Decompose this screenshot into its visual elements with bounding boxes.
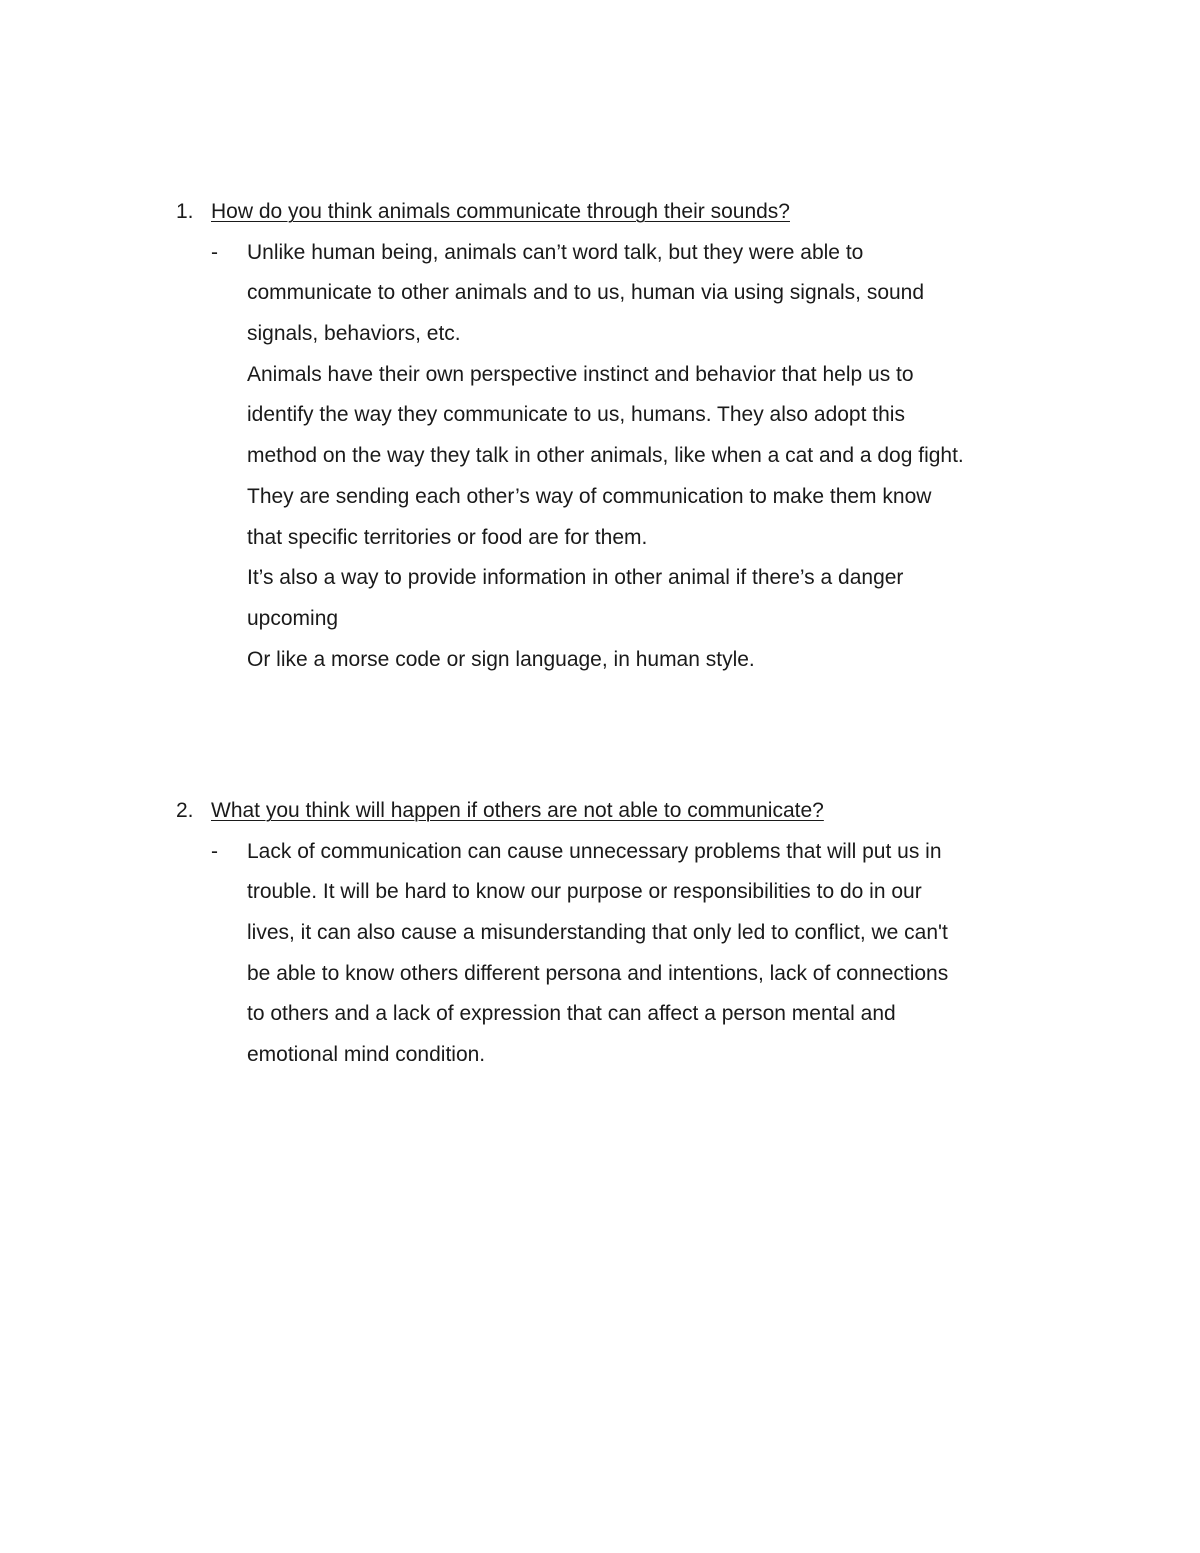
answer-line: that specific territories or food are for them. xyxy=(247,525,648,549)
answer-line: to others and a lack of expression that can affect a person mental and xyxy=(247,1002,896,1026)
question-2-bullet: - xyxy=(211,839,218,863)
question-2-title: What you think will happen if others are not able to communicate? xyxy=(211,799,824,822)
answer-line: upcoming xyxy=(247,606,339,630)
question-2-heading xyxy=(0,791,1200,832)
answer-line: lives, it can also cause a misunderstanding that only led to conflict, we can't xyxy=(247,921,948,945)
question-1-heading xyxy=(0,192,1200,233)
question-1-bullet: - xyxy=(211,240,218,264)
question-1 xyxy=(0,192,1200,680)
answer-line: emotional mind condition. xyxy=(247,1043,486,1067)
answer-line: Unlike human being, animals can’t word talk, but they were able to xyxy=(247,240,864,264)
answer-line: be able to know others different persona and intentions, lack of connections xyxy=(247,961,949,985)
question-1-answer xyxy=(0,233,1200,681)
answer-line: They are sending each other’s way of communication to make them know xyxy=(247,484,932,508)
question-2 xyxy=(0,791,1200,1076)
answer-line: signals, behaviors, etc. xyxy=(247,322,461,346)
answer-line: Animals have their own perspective instinct and behavior that help us to xyxy=(247,362,914,386)
answer-line: communicate to other animals and to us, human via using signals, sound xyxy=(247,281,925,305)
question-2-answer xyxy=(0,832,1200,1076)
answer-line: Or like a morse code or sign language, in human style. xyxy=(247,647,755,671)
question-1-number: 1. xyxy=(176,200,194,223)
answer-line: Lack of communication can cause unnecessary problems that will put us in xyxy=(247,839,942,863)
answer-line: method on the way they talk in other animals, like when a cat and a dog fight. xyxy=(247,444,964,468)
answer-line: identify the way they communicate to us, humans. They also adopt this xyxy=(247,403,905,427)
question-2-number: 2. xyxy=(176,799,194,822)
answer-line: It’s also a way to provide information in other animal if there’s a danger xyxy=(247,566,904,590)
answer-line: trouble. It will be hard to know our purpose or responsibilities to do in our xyxy=(247,880,922,904)
question-1-title: How do you think animals communicate through their sounds? xyxy=(211,200,790,223)
